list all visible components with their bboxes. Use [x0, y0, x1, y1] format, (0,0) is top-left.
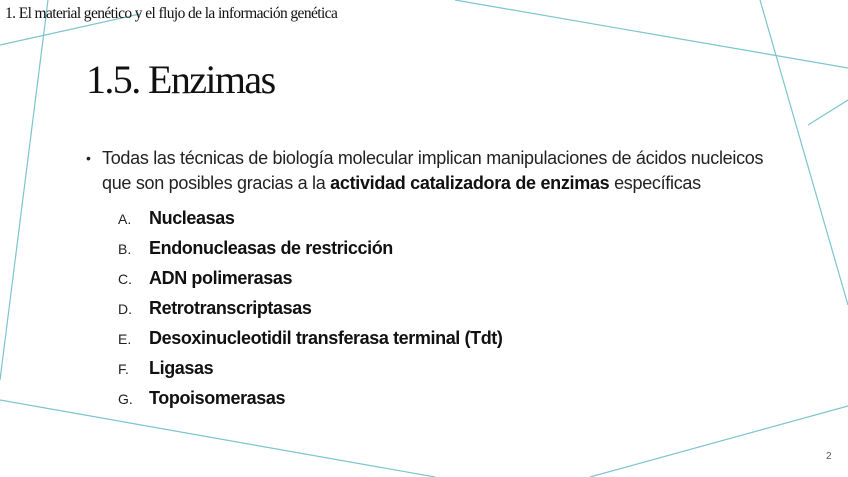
list-item-letter: D. — [118, 301, 132, 317]
list-item-letter: E. — [118, 331, 132, 347]
list-item-name: Ligasas — [149, 358, 214, 378]
list-item-letter: F. — [118, 361, 129, 377]
section-header: 1. El material genético y el flujo de la información genética — [5, 5, 338, 22]
list-item — [118, 328, 502, 358]
list-item — [118, 208, 502, 238]
page-number: 2 — [826, 451, 832, 462]
list-item-letter: B. — [118, 241, 132, 257]
list-item — [118, 358, 502, 388]
intro-text-end: específicas — [609, 173, 701, 193]
intro-text-start: Todas las técnicas de biología molecular implican manipulaciones de ácidos nucleicos que son posibles gracias a la — [102, 148, 764, 193]
list-item-name: ADN polimerasas — [149, 268, 293, 288]
list-item-letter: A. — [118, 211, 132, 227]
intro-text-bold: actividad catalizadora de enzimas — [330, 173, 610, 193]
intro-bullet — [86, 146, 786, 196]
intro-text — [102, 146, 786, 196]
list-item-name: Desoxinucleotidil transferasa terminal (Tdt) — [149, 328, 503, 348]
slide-title: 1.5. Enzimas — [86, 57, 275, 102]
list-item-name: Endonucleasas de restricción — [149, 238, 393, 258]
decor-line — [455, 0, 848, 68]
list-item — [118, 268, 502, 298]
list-item — [118, 388, 502, 418]
list-item-name: Nucleasas — [149, 208, 235, 228]
decor-line — [808, 100, 848, 125]
decor-line — [590, 406, 848, 477]
list-item-name: Retrotranscriptasas — [149, 298, 312, 318]
enzyme-list — [118, 208, 502, 418]
list-item-name: Topoisomerasas — [149, 388, 286, 408]
bullet-dot-icon: • — [86, 150, 91, 166]
list-item-letter: C. — [118, 271, 132, 287]
list-item — [118, 298, 502, 328]
list-item-letter: G. — [118, 391, 133, 407]
decor-line — [0, 0, 48, 380]
list-item — [118, 238, 502, 268]
